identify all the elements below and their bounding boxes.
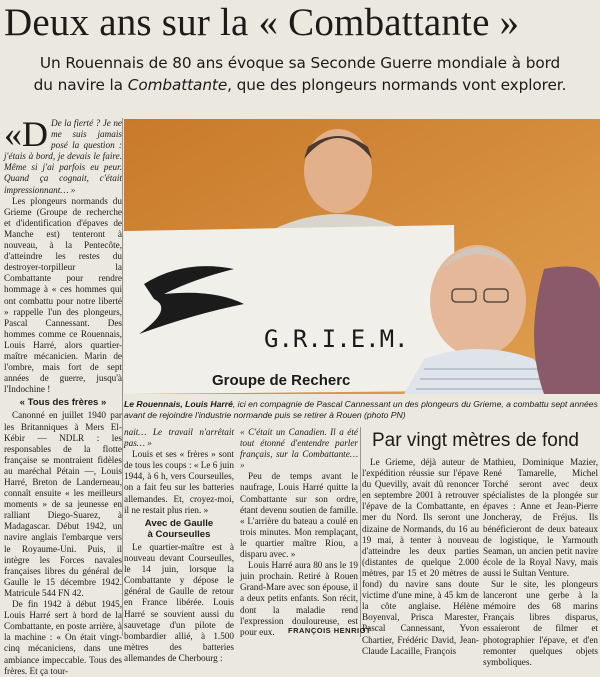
subhead-line-2-pre: du navire la: [33, 76, 128, 94]
section-heading: « Tous des frères »: [19, 397, 107, 409]
caption-lead: Le Rouennais, Louis Harré: [124, 399, 233, 409]
drop-quote: «D: [4, 114, 48, 154]
quote-text: « C'était un Canadien. Il a été tout étonné d'entendre parler français, sur la Combattante… »: [240, 427, 358, 471]
banner-text: Groupe de Recherc: [212, 372, 351, 389]
photo-caption: [124, 399, 600, 420]
caption-text: , ici en compagnie de Pascal Cannessant un des plongeurs du Grieme, a combattu sept années avant de rejoindre l'industrie normande puis se retirer à Rouen (photo PN): [124, 399, 598, 420]
subhead-line-2: [0, 74, 600, 96]
subhead-ship-name: Combattante: [127, 76, 228, 94]
quote-text: nait… Le travail n'arrêtait pas… »: [124, 427, 234, 449]
paragraph: [124, 427, 234, 449]
subheadline: [0, 52, 600, 96]
column-rule: [360, 427, 361, 637]
column-rule: [122, 118, 123, 636]
intro-quote: De la fierté ? Je ne me suis jamais posé la question : j'étais à bord, je devais le faire. Même si j'ai parfois eu peur. Quand ça cognait, c'était impressionnant… »: [4, 118, 122, 195]
author-signature: FRANÇOIS HENRIOT: [288, 626, 371, 635]
paragraph: Louis Harré aura 80 ans le 19 juin prochain. Retiré à Rouen Grand-Mare avec son épouse, il a deux petits enfants. Son récit, dont la maladie rend l'expression douloureuse, est pour eux.: [240, 560, 358, 637]
article-column-1: [4, 114, 122, 676]
paragraph: Canonné en juillet 1940 par les Britanniques à Mers El-Kébir — NDLR : les responsables de la flotte française se montraient fidèles au maréchal Pétain —, Louis Harré, Breton de Landerneau, connaît ensuite « les meilleurs moments » de sa jeunesse en ralliant Diego-Suarez, à Madagascar. Début 1942, un navire anglais l'embarque vers le Royaume-Uni. Puis, il intègre les Forces navales françaises libres du général de Gaulle le 15 décembre 1942. Matricule 544 FN 42.: [4, 410, 122, 598]
paragraph: Sur le site, les plongeurs lanceront une gerbe à la mémoire des 68 marins Français libres disparus, essaieront de filmer et photographier l'épave, et d'en remonter quelques objets symboliques.: [483, 579, 598, 667]
headline: Deux ans sur la « Combattante »: [4, 1, 520, 44]
photo-illustration: [124, 119, 600, 394]
heading-line: Avec de Gaulle: [144, 517, 214, 529]
paragraph: Le quartier-maître est à nouveau devant Courseulles, le 14 juin, lorsque la Combattante y dépose le général de Gaulle de retour en France libérée. Louis Harré se souvient aussi du sauvetage d'un pilote de bombardier allié, à 1.500 mètres des batteries allemandes de Cherbourg :: [124, 541, 234, 663]
section-heading: [124, 518, 234, 540]
heading-line: à Courseulles: [147, 528, 211, 540]
article-column-3: [240, 427, 358, 638]
paragraph: De fin 1942 à début 1945, Louis Harré sert à bord de la Combattante, en poste arrière, à la machine : « On était vingt-cinq mécaniciens, dans une ambiance impeccable. Tous des frères. Et ça tour-: [4, 599, 122, 676]
box-title: Par vingt mètres de fond: [372, 430, 579, 451]
subhead-line-2-post: , que des plongeurs normands vont explorer.: [227, 76, 567, 94]
paragraph: Louis et ses « frères » sont de tous les coups : « Le 6 juin 1944, à 6 h, vers Courseulles, on a fait feu sur les batteries allemandes. Et, croyez-moi, il ne restait plus rien. »: [124, 449, 234, 515]
paragraph: Peu de temps avant le naufrage, Louis Harré quitte la Combattante sur son ordre, étant devenu soutien de famille. « L'arrière du bateau a coulé en trois minutes. Mon remplaçant, le quartier maître Riou, a disparu avec. »: [240, 471, 358, 560]
box-column-2: [483, 457, 598, 667]
article-column-2: [124, 427, 234, 663]
article-photo: [124, 119, 600, 394]
intro-paragraph: [4, 114, 122, 196]
paragraph: [240, 427, 358, 471]
banner-letters: G.R.I.E.M.: [264, 325, 409, 353]
paragraph: Le Grieme, déjà auteur de l'expédition réussie sur l'épave du Quevilly, avait dû renoncer en septembre 2001 à retrouver l'épave de la Combattante, en mer du Nord. Ils seront une dizaine de Normands, du 16 au 19 mai, à tenter à nouveau d'atteindre les deux parties (distantes de quelque 2.000 mètres, par 15 et 20 mètres de fond) du navire sans doute victime d'une mine, à 45 km de la côte anglaise. Hélène Boyenval, Prisca Marester, Pascal Cannessant, Yvon Chartier, Frédéric David, Jean-Claude Lacaille, François: [362, 457, 479, 656]
paragraph: Mathieu, Dominique Mazier, René Tamarelle, Michel Torché seront avec deux spécialistes de la plongée sur épaves : Anne et Jean-Pierre Joncheray, de Fréjus. Ils bénéficieront de deux bateaux de logistique, le Yarmouth Seaman, un ancien petit navire école de la Royal Navy, mais aussi le Sultan Venture.: [483, 457, 598, 578]
subhead-line-1: Un Rouennais de 80 ans évoque sa Seconde Guerre mondiale à bord: [39, 54, 561, 72]
box-column-1: [362, 457, 479, 656]
paragraph: Les plongeurs normands du Grieme (Groupe de recherche et d'identification d'épaves de Manche est) tenteront à nouveau, à la Pentecôte, d'atteindre les restes du destroyer-torpilleur la Combattante pour rendre hommage à « ces hommes qui ont combattu pour notre liberté » rappelle l'un des plongeurs, Pascal Cannessant. Des hommes comme ce Rouennais, Louis Harré, alors quartier-maître mécanicien. Marin de l'ombre, mais fort de sept années de guerre, jusqu'à l'Indochine !: [4, 195, 122, 395]
